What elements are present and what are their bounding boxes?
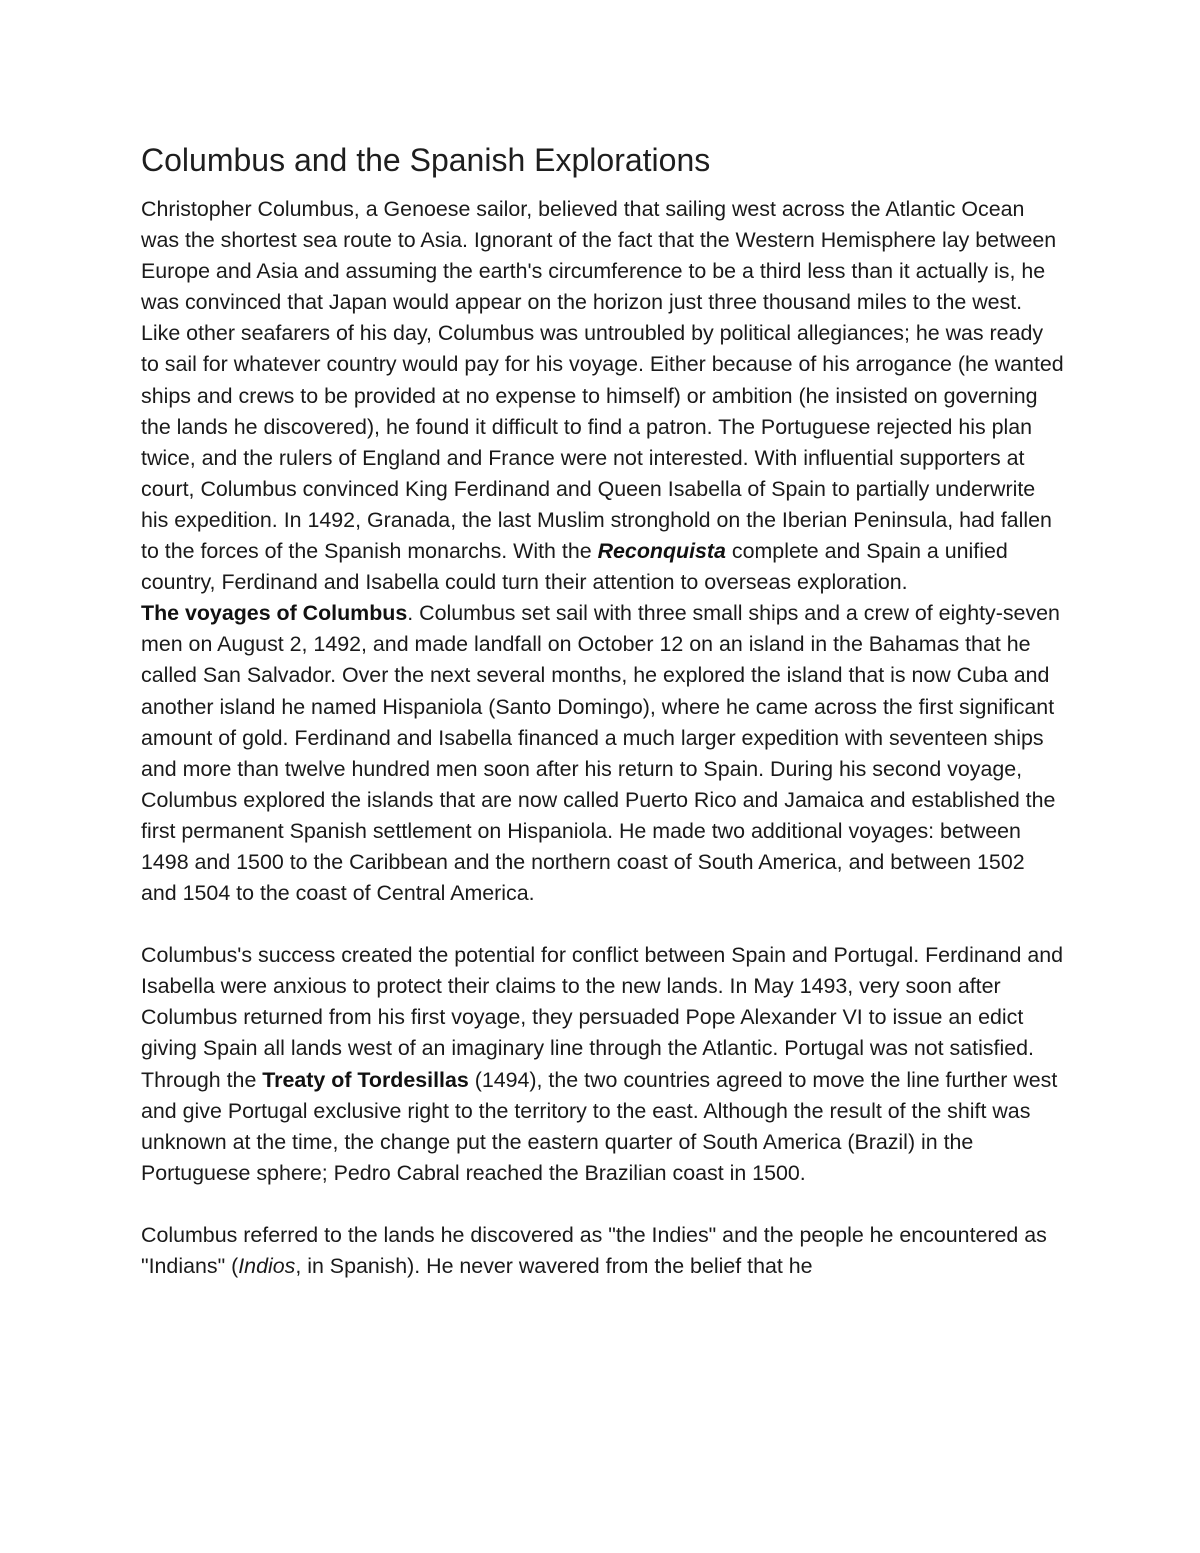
paragraph-text: . Columbus set sail with three small ships and a crew of eighty-seven men on August 2, 1492, and made landfall on October 12 on an island in the Bahamas that he called San Salvador. Over the next several months, he explored the island that is now Cuba and another island he named Hispaniola (Santo Domingo), where he came across the first significant amount of gold. Ferdinand and Isabella financed a much larger expedition with seventeen ships and more than twelve hundred men soon after his return to Spain. During his second voyage, Columbus explored the islands that are now called Puerto Rico and Jamaica and established the first permanent Spanish settlement on Hispaniola. He made two additional voyages: between 1498 and 1500 to the Caribbean and the northern coast of South America, and between 1502 and 1504 to the coast of Central America. (141, 601, 1060, 906)
paragraph-text: complete and Spain a unified country, Ferdinand and Isabella could turn their attention to overseas exploration. (141, 539, 1008, 595)
paragraph-voyages (141, 598, 1066, 909)
term-indios: Indios (238, 1254, 296, 1278)
paragraph-spacer (141, 1189, 1066, 1220)
paragraph-text: Christopher Columbus, a Genoese sailor, believed that sailing west across the Atlantic Ocean was the shortest sea route to Asia. Ignorant of the fact that the Western Hemisphere lay between Europe and Asia and assuming the earth's circumference to be a third less than it actually is, he was convinced that Japan would appear on the horizon just three thousand miles to the west. Like other seafarers of his day, Columbus was untroubled by political allegiances; he was ready to sail for whatever country would pay for his voyage. Either because of his arrogance (he wanted ships and crews to be provided at no expense to himself) or ambition (he insisted on governing the lands he discovered), he found it difficult to find a patron. The Portuguese rejected his plan twice, and the rulers of England and France were not interested. With influential supporters at court, Columbus convinced King Ferdinand and Queen Isabella of Spain to partially underwrite his expedition. In 1492, Granada, the last Muslim stronghold on the Iberian Peninsula, had fallen to the forces of the Spanish monarchs. With the (141, 197, 1064, 564)
document-page (141, 140, 1066, 1282)
section-heading-voyages: The voyages of Columbus (141, 601, 408, 626)
paragraph-text: (1494), the two countries agreed to move the line further west and give Portugal exclusive right to the territory to the east. Although the result of the shift was unknown at the time, the change put the eastern quarter of South America (Brazil) in the Portuguese sphere; Pedro Cabral reached the Brazilian coast in 1500. (141, 1067, 1058, 1185)
paragraph-spacer (141, 909, 1066, 940)
paragraph-text: , in Spanish). He never wavered from the belief that he (295, 1254, 813, 1278)
term-treaty-of-tordesillas: Treaty of Tordesillas (262, 1067, 469, 1092)
paragraph-tordesillas (141, 940, 1066, 1189)
paragraph-indies (141, 1220, 1066, 1282)
paragraph-text: Columbus's success created the potential for conflict between Spain and Portugal. Ferdinand and Isabella were anxious to protect their claims to the new lands. In May 1493, very soon after Columbus returned from his first voyage, they persuaded Pope Alexander VI to issue an edict giving Spain all lands west of an imaginary line through the Atlantic. Portugal was not satisfied. Through the (141, 943, 1064, 1092)
paragraph-text: Columbus referred to the lands he discovered as "the Indies" and the people he encountered as "Indians" ( (141, 1222, 1047, 1278)
paragraph-columbus-intro (141, 194, 1066, 598)
term-reconquista: Reconquista (597, 539, 726, 564)
document-title: Columbus and the Spanish Explorations (141, 142, 711, 178)
